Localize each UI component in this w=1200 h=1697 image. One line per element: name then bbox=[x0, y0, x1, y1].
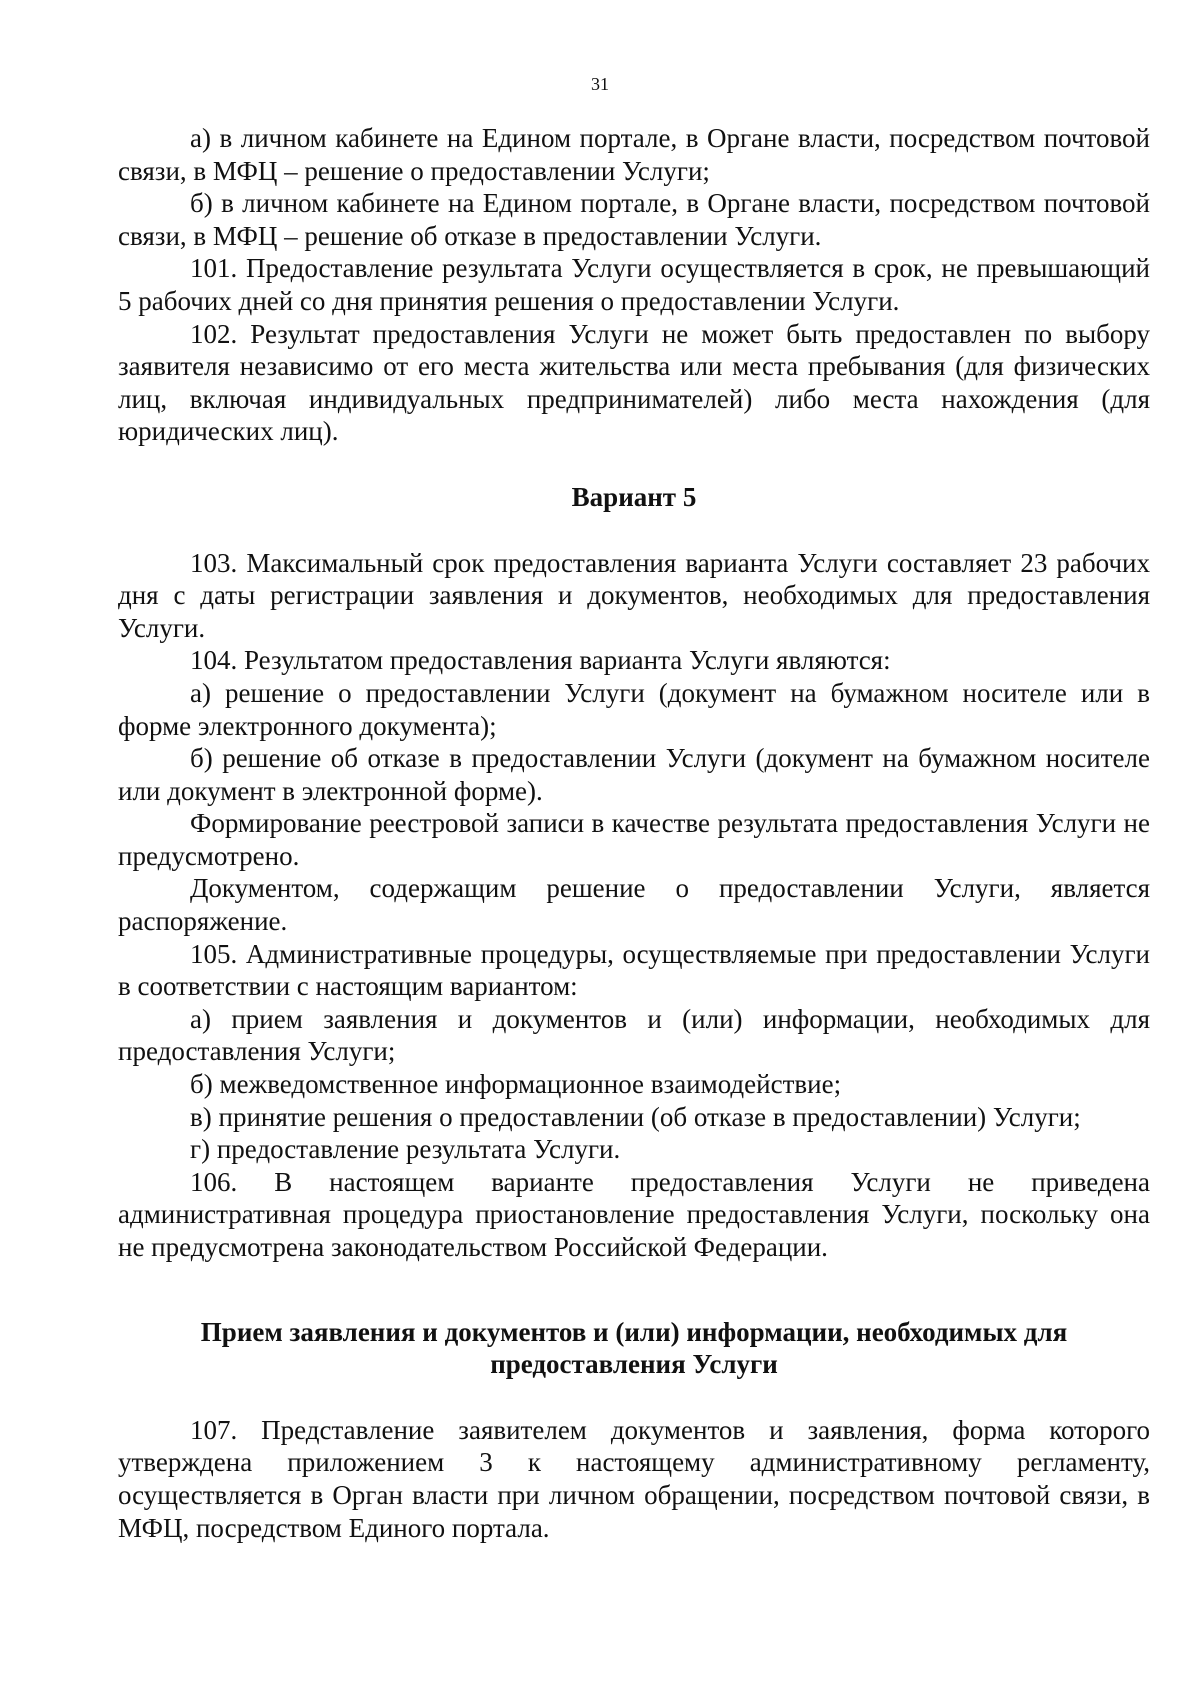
paragraph-registry-record: Формирование реестровой записи в качестве результата предоставления Услуги не предусмотрено. bbox=[118, 808, 1150, 871]
paragraph-107: 107. Представление заявителем документов и заявления, форма которого утверждена приложением 3 к настоящему административному регламенту, осуществляется в Орган власти при личном обращении, посредством почтовой связи, в МФЦ, посредством Единого портала. bbox=[118, 1414, 1150, 1543]
paragraph-105-a: а) прием заявления и документов и (или) информации, необходимых для предоставления Услуги; bbox=[118, 1003, 1150, 1067]
paragraph-103: 103. Максимальный срок предоставления варианта Услуги составляет 23 рабочих дня с даты регистрации заявления и документов, необходимых для предоставления Услуги. bbox=[118, 547, 1150, 643]
paragraph-decision-document: Документом, содержащим решение о предоставлении Услуги, является распоряжение. bbox=[118, 873, 1150, 937]
document-body bbox=[118, 122, 1150, 1544]
paragraph-104: 104. Результатом предоставления варианта Услуги являются: bbox=[190, 645, 891, 676]
paragraph-105-v: в) принятие решения о предоставлении (об отказе в предоставлении) Услуги; bbox=[190, 1101, 1081, 1132]
paragraph-106: 106. В настоящем варианте предоставления Услуги не приведена административная процедура приостановление предоставления Услуги, поскольку она не предусмотрена законодательством Российской Федерации. bbox=[118, 1166, 1150, 1262]
paragraph-104-b: б) решение об отказе в предоставлении Услуги (документ на бумажном носителе или документ в электронной форме). bbox=[118, 743, 1150, 806]
paragraph-105: 105. Административные процедуры, осуществляемые при предоставлении Услуги в соответствии с настоящим вариантом: bbox=[118, 938, 1150, 1002]
paragraph-104-a: а) решение о предоставлении Услуги (документ на бумажном носителе или в форме электронного документа); bbox=[118, 677, 1150, 741]
paragraph-105-g: г) предоставление результата Услуги. bbox=[190, 1134, 621, 1165]
paragraph-105-b: б) межведомственное информационное взаимодействие; bbox=[190, 1069, 842, 1100]
paragraph-101: 101. Предоставление результата Услуги осуществляется в срок, не превышающий 5 рабочих дней со дня принятия решения о предоставлении Услуги. bbox=[118, 253, 1150, 316]
paragraph-a-decision: а) в личном кабинете на Едином портале, в Органе власти, посредством почтовой связи, в МФЦ – решение о предоставлении Услуги; bbox=[118, 123, 1150, 186]
paragraph-b-refusal: б) в личном кабинете на Едином портале, в Органе власти, посредством почтовой связи, в МФЦ – решение об отказе в предоставлении Услуги. bbox=[118, 188, 1150, 251]
page-number: 31 bbox=[591, 74, 609, 94]
paragraph-102: 102. Результат предоставления Услуги не может быть предоставлен по выбору заявителя независимо от его места жительства или места пребывания (для физических лиц, включая индивидуальных предпринимателей) либо места нахождения (для юридических лиц). bbox=[118, 318, 1150, 447]
section-heading-variant-5: Вариант 5 bbox=[571, 481, 697, 512]
section-heading-application-intake: Прием заявления и документов и (или) информации, необходимых для предоставления Услуги bbox=[200, 1316, 1068, 1380]
